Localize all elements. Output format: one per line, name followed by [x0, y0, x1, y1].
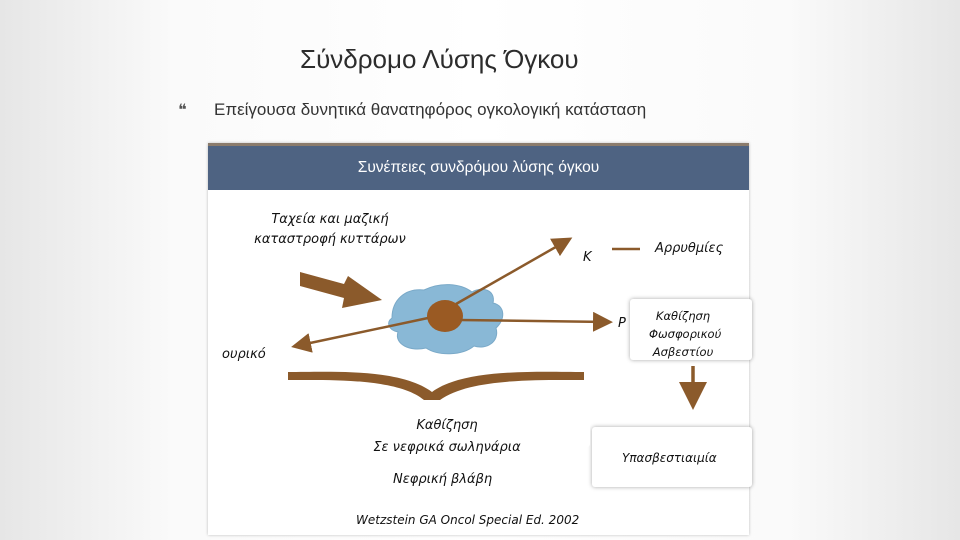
arrhythmia-label: Αρρυθμίες — [655, 241, 724, 256]
panel-header: Συνέπειες συνδρόμου λύσης όγκου — [208, 143, 749, 190]
cell-nucleus-icon — [427, 300, 463, 332]
calcium-phosphate-label: Καθίζηση Φωσφορικού Ασβεστίου — [649, 309, 722, 359]
renal-damage-label: Νεφρική βλάβη — [393, 472, 493, 487]
bullet-text: Επείγουσα δυνητικά θανατηφόρος ογκολογική κατάσταση — [214, 100, 647, 119]
big-inflow-arrow-icon — [300, 272, 382, 308]
quote-bullet-icon: ❝ — [178, 102, 187, 119]
hypocalcemia-label: Υπασβεστιαιμία — [622, 451, 717, 465]
convergence-brace-icon — [288, 372, 584, 400]
potassium-arrow-icon — [456, 240, 568, 304]
cell-destruction-label: Ταχεία και μαζική καταστροφή κυττάρων — [254, 212, 406, 247]
potassium-label: K — [583, 250, 592, 265]
tubule-precipitation-label: Καθίζηση Σε νεφρικά σωληνάρια — [373, 418, 521, 455]
uric-acid-label: ουρικό — [222, 347, 266, 362]
slide-title: Σύνδρομο Λύσης Όγκου — [300, 44, 579, 74]
phosphorus-label: P — [618, 316, 626, 331]
citation-label: Wetzstein GA Oncol Special Ed. 2002 — [356, 513, 580, 527]
